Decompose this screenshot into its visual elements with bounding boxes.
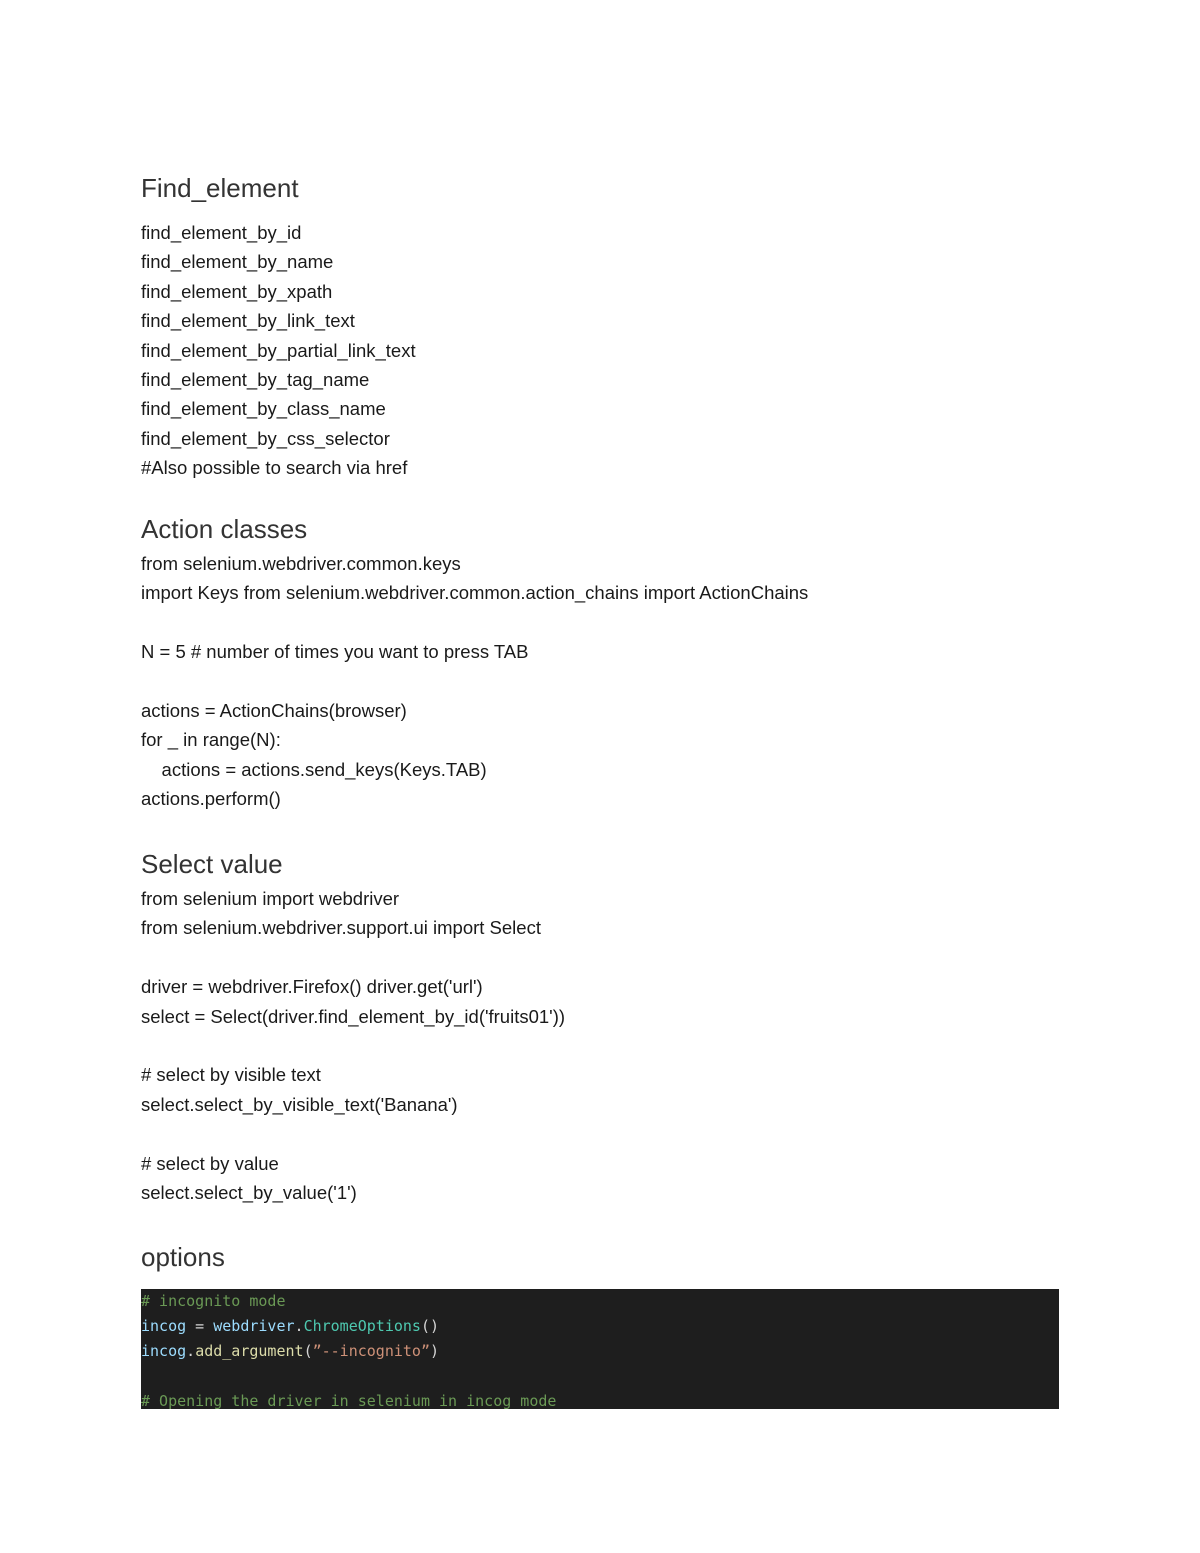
code-line: from selenium import webdriver bbox=[141, 888, 400, 909]
code-line: actions = ActionChains(browser) bbox=[141, 699, 407, 721]
code-line bbox=[141, 1119, 565, 1148]
code-line: N = 5 # number of times you want to press TAB bbox=[141, 641, 529, 663]
code-line: from selenium.webdriver.support.ui import Select bbox=[141, 917, 541, 939]
code-line bbox=[141, 1339, 1059, 1364]
code-line: select.select_by_value('1') bbox=[141, 1181, 357, 1203]
code-line: for _ in range(N): bbox=[141, 729, 281, 751]
text-line: find_element_by_name bbox=[141, 251, 334, 273]
code-comment: # Opening the driver in selenium in incog mode bbox=[141, 1392, 557, 1410]
code-line: driver = webdriver.Firefox() driver.get('url') bbox=[141, 976, 483, 998]
action-classes-code bbox=[141, 549, 808, 814]
select-value-code bbox=[141, 884, 565, 1207]
code-dot: . bbox=[294, 1317, 304, 1335]
find-element-list bbox=[141, 218, 416, 483]
code-line: # select by visible text bbox=[141, 1064, 321, 1086]
code-class: ChromeOptions bbox=[303, 1317, 421, 1335]
code-string: ”--incognito” bbox=[312, 1342, 430, 1360]
code-variable: incog bbox=[141, 1342, 187, 1360]
code-comment: # incognito mode bbox=[141, 1292, 286, 1310]
code-line bbox=[141, 667, 808, 696]
code-line: # select by value bbox=[141, 1152, 279, 1174]
section-heading-action-classes: Action classes bbox=[141, 514, 308, 544]
text-line: find_element_by_link_text bbox=[141, 310, 355, 332]
code-line bbox=[141, 1389, 1059, 1414]
code-paren: ) bbox=[430, 1342, 440, 1360]
text-line: find_element_by_class_name bbox=[141, 398, 386, 420]
code-line bbox=[141, 1314, 1059, 1339]
text-line: find_element_by_css_selector bbox=[141, 427, 390, 449]
code-paren: ( bbox=[303, 1342, 313, 1360]
code-line bbox=[141, 1031, 565, 1060]
code-variable: incog bbox=[141, 1317, 187, 1335]
code-line: select.select_by_visible_text('Banana') bbox=[141, 1093, 458, 1115]
code-line-blank bbox=[141, 1364, 1059, 1389]
code-line: from selenium.webdriver.common.keys bbox=[141, 553, 461, 574]
code-line: select = Select(driver.find_element_by_id('fruits01')) bbox=[141, 1005, 566, 1027]
text-line: find_element_by_partial_link_text bbox=[141, 339, 416, 361]
code-line: import Keys from selenium.webdriver.common.action_chains import ActionChains bbox=[141, 582, 809, 604]
code-line bbox=[141, 943, 565, 972]
section-heading-select-value: Select value bbox=[141, 849, 283, 879]
text-line: find_element_by_tag_name bbox=[141, 368, 370, 390]
text-line: find_element_by_xpath bbox=[141, 280, 333, 302]
section-heading-find-element: Find_element bbox=[141, 173, 299, 203]
text-line: find_element_by_id bbox=[141, 222, 302, 243]
code-module: webdriver bbox=[213, 1317, 295, 1335]
code-paren: () bbox=[420, 1317, 440, 1335]
code-line bbox=[141, 608, 808, 637]
code-line: actions = actions.send_keys(Keys.TAB) bbox=[141, 758, 487, 780]
code-line bbox=[141, 1289, 1059, 1314]
options-code-block bbox=[141, 1289, 1059, 1409]
code-line: actions.perform() bbox=[141, 788, 281, 810]
code-operator: = bbox=[186, 1317, 214, 1335]
section-heading-options: options bbox=[141, 1242, 225, 1272]
text-line: #Also possible to search via href bbox=[141, 457, 408, 479]
code-function: add_argument bbox=[195, 1342, 304, 1360]
code-dot: . bbox=[186, 1342, 196, 1360]
